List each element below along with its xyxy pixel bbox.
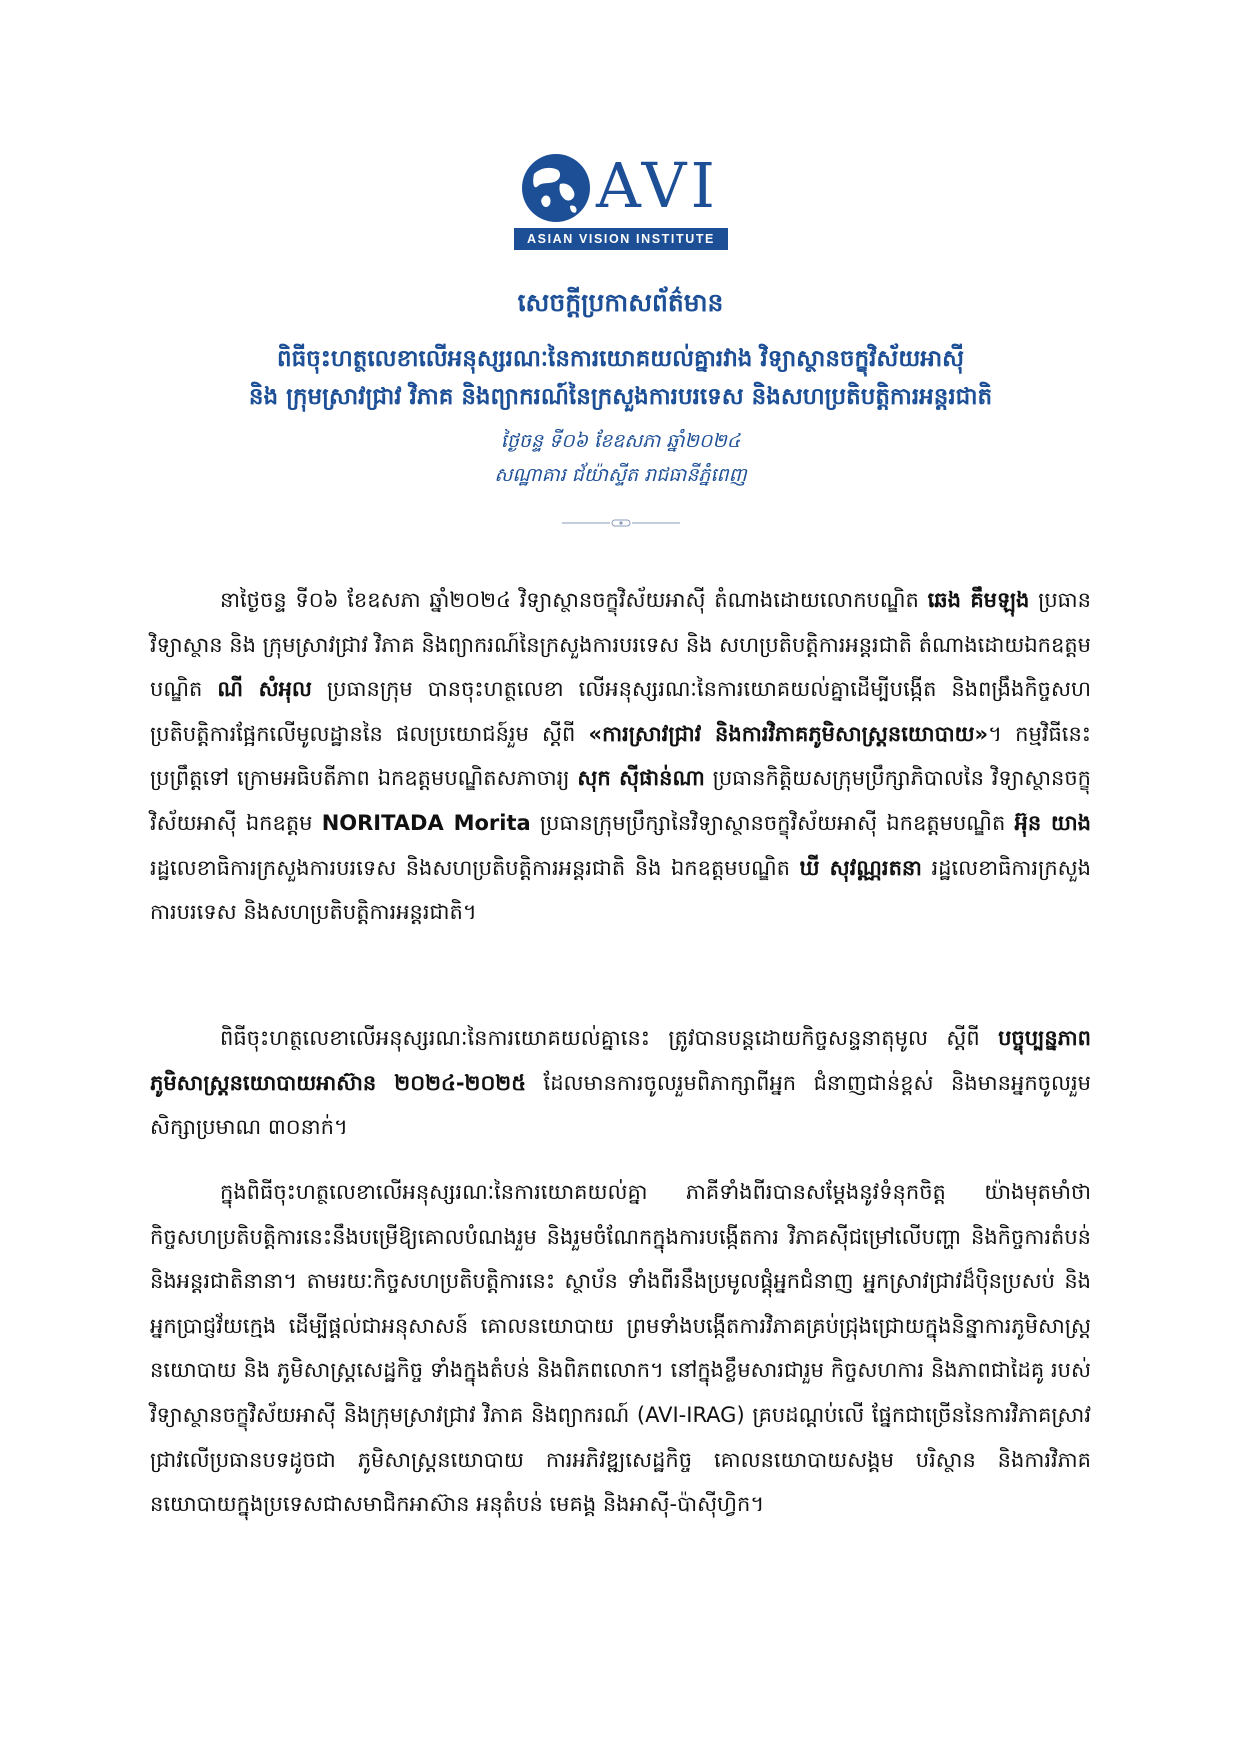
p1-text-2: ប្រធានវិទ្យាស្ថាន និង ក្រុមស្រាវជ្រាវ វិភាគ និងព្យាករណ៍នៃក្រសួងការបរទេស និង សហប្រតិបត្តិការអន្តរជាតិ តំណាងដោយឯកឧត្តមបណ្ឌិត	[150, 588, 1091, 702]
avi-logo	[514, 149, 728, 252]
p1-text-7: រដ្ឋលេខាធិការក្រសួងការបរទេស និងសហប្រតិបត្តិការអន្តរជាតិ និង ឯកឧត្តមបណ្ឌិត	[150, 855, 800, 880]
p2-text-2: ដែលមានការចូលរួមពិភាក្សាពីអ្នក ជំនាញជាន់ខ្ពស់ និងមានអ្នកចូលរួមសិក្សាប្រមាណ ៣០នាក់។	[150, 1070, 1091, 1140]
logo-tagline: ASIAN VISION INSTITUTE	[514, 228, 728, 250]
p1-text-6: ប្រធានក្រុមប្រឹក្សានៃវិទ្យាស្ថានចក្ខុវិស័យអាស៊ី ឯកឧត្តមបណ្ឌិត	[530, 810, 1015, 835]
title-line-2: និង ក្រុមស្រាវជ្រាវ វិភាគ និងព្យាករណ៍នៃក្រសួងការបរទេស និងសហប្រតិបត្តិការអន្តរជាតិ	[248, 384, 993, 410]
paragraph-1	[150, 578, 1091, 935]
p1-text-8: រដ្ឋលេខាធិការក្រសួងការបរទេស និងសហប្រតិបត្តិការអន្តរជាតិ។	[150, 855, 1092, 925]
document-type-heading: សេចក្ដីប្រកាសព័ត៌មាន	[517, 288, 724, 317]
p1-name-1: ឆេង គឹមឡុង	[927, 588, 1030, 612]
p1-name-3: សុក ស៊ីផាន់ណា	[577, 766, 705, 791]
p1-name-6: ឃី សុវណ្ណរតនា	[799, 855, 922, 880]
p1-text-1: នាថ្ងៃចន្ទ ទី០៦ ខែឧសភា ឆ្នាំ២០២៤ វិទ្យាស្ថានចក្ខុវិស័យអាស៊ី តំណាងដោយលោកបណ្ឌិត	[220, 588, 928, 612]
event-date: ថ្ងៃចន្ទ ទី០៦ ខែឧសភា ឆ្នាំ២០២៤	[500, 430, 741, 452]
p1-text-3: ប្រធានក្រុម បានចុះហត្ថលេខា លើអនុស្សរណៈនៃការយោគយល់គ្នាដើម្បីបង្កើត និងពង្រឹងកិច្ចសហប្រតិបត្តិការផ្អែកលើមូលដ្ឋាននៃ ផលប្រយោជន៍រួម ស្ដីពី	[150, 677, 1091, 746]
p2-topic: បច្ចុប្បន្នភាពភូមិសាស្ត្រនយោបាយអាស៊ាន ២០២៤-២០២៥	[150, 1026, 1091, 1095]
p1-name-5: អ៊ុន យាង	[1014, 810, 1091, 835]
event-venue: សណ្ឋាគារ ជ័យ៉ាស្ទីត រាជធានីភ្នំពេញ	[494, 464, 747, 486]
p1-name-4: NORITADA Morita	[321, 810, 531, 835]
p1-name-2: ណី សំអុល	[217, 677, 312, 702]
logo-wordmark: AVI	[596, 149, 719, 222]
event-meta	[150, 424, 1091, 492]
p1-text-4: ។ កម្មវិធីនេះប្រព្រឹត្តទៅ ក្រោមអធិបតីភាព ឯកឧត្តមបណ្ឌិតសភាចារ្យ	[150, 721, 1092, 791]
paragraph-3: ក្នុងពិធីចុះហត្ថលេខាលើអនុស្សរណៈនៃការយោគយល់គ្នា ភាគីទាំងពីរបានសម្ដែងនូវទំនុកចិត្ត យ៉ាងមុតមាំថា កិច្ចសហប្រតិបត្តិការនេះនឹងបម្រើឱ្យគោលបំណងរួម និងរួមចំណែកក្នុងការបង្កើតការ វិភាគស៊ីជម្រៅលើបញ្ហា និងកិច្ចការតំបន់ និងអន្តរជាតិនានា។ តាមរយៈកិច្ចសហប្រតិបត្តិការនេះ ស្ថាប័ន ទាំងពីរនឹងប្រមូលផ្ដុំអ្នកជំនាញ អ្នកស្រាវជ្រាវដ៏ប៉ិនប្រសប់ និងអ្នកប្រាជ្ញវ័យក្មេង ដើម្បីផ្ដល់ជាអនុសាសន៍ គោលនយោបាយ ព្រមទាំងបង្កើតការវិភាគគ្រប់ជ្រុងជ្រោយក្នុងនិន្នាការភូមិសាស្រ្តនយោបាយ និង ភូមិសាស្រ្តសេដ្ឋកិច្ច ទាំងក្នុងតំបន់ និងពិភពលោក។ នៅក្នុងខ្លឹមសារជារួម កិច្ចសហការ និងភាពជាដៃគូ របស់វិទ្យាស្ថានចក្ខុវិស័យអាស៊ី និងក្រុមស្រាវជ្រាវ វិភាគ និងព្យាករណ៍ (AVI-IRAG) គ្របដណ្ដប់លើ ផ្នែកជាច្រើននៃការវិភាគស្រាវជ្រាវលើប្រធានបទដូចជា ភូមិសាស្ត្រនយោបាយ ការអភិវឌ្ឍសេដ្ឋកិច្ច គោលនយោបាយសង្គម បរិស្ថាន និងការវិភាគនយោបាយក្នុងប្រទេសជាសមាជិកអាស៊ាន អនុតំបន់ មេគង្គ និងអាស៊ី-ប៉ាស៊ីហ្វិក។	[150, 1180, 1091, 1517]
p1-topic: «ការស្រាវជ្រាវ និងការវិភាគភូមិសាស្ត្រនយោបាយ»	[588, 721, 989, 746]
page-title	[150, 340, 1091, 416]
paragraph-2	[150, 1016, 1091, 1150]
title-line-1: ពិធីចុះហត្ថលេខាលើអនុស្សរណៈនៃការយោគយល់គ្នារវាង វិទ្យាស្ថានចក្ខុវិស័យអាស៊ី	[276, 346, 965, 372]
globe-icon	[520, 152, 592, 224]
p1-text-5: ប្រធានកិត្តិយសក្រុមប្រឹក្សាភិបាលនៃ វិទ្យាស្ថានចក្ខុវិស័យអាស៊ី ឯកឧត្តម	[150, 766, 1091, 835]
p2-text-1: ពិធីចុះហត្ថលេខាលើអនុស្សរណៈនៃការយោគយល់គ្នានេះ ត្រូវបានបន្តដោយកិច្ចសន្ទនាតុមូល ស្តីពី	[220, 1026, 999, 1050]
logo-top	[514, 149, 728, 222]
ornament-divider	[562, 518, 680, 528]
